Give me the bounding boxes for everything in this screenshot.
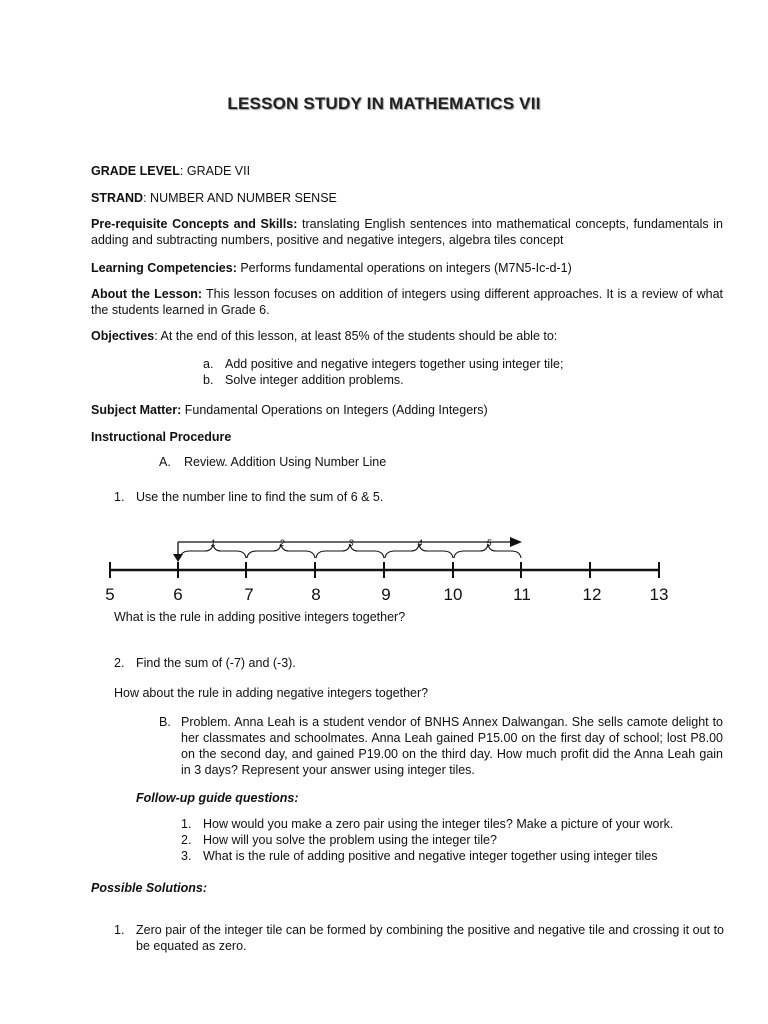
tick-label: 13 — [649, 585, 669, 604]
list-marker: 2. — [181, 833, 192, 847]
page-title: LESSON STUDY IN MATHEMATICS VII — [227, 94, 541, 113]
followup-list — [181, 816, 721, 864]
section-a-marker: A. — [159, 455, 171, 469]
competencies-label: Learning Competencies: — [91, 261, 237, 275]
number-line-figure — [0, 530, 768, 610]
solutions-heading: Possible Solutions: — [91, 881, 207, 895]
list-item — [181, 816, 721, 832]
list-text: How would you make a zero pair using the integer tiles? Make a picture of your work. — [203, 817, 674, 831]
list-marker: a. — [203, 357, 214, 371]
list-text: How will you solve the problem using the integer tile? — [203, 833, 497, 847]
list-marker: 3. — [181, 849, 192, 863]
list-text: What is the rule of adding positive and negative integer together using integer tiles — [203, 849, 658, 863]
question-2-text: Find the sum of (-7) and (-3). — [136, 656, 296, 670]
start-arrow-head — [173, 554, 183, 562]
tick-label: 10 — [443, 585, 463, 604]
procedure-heading: Instructional Procedure — [91, 430, 232, 444]
subject-matter-label: Subject Matter: — [91, 403, 182, 417]
tick-label: 8 — [311, 585, 321, 604]
objectives-list — [203, 356, 723, 388]
list-text: Zero pair of the integer tile can be formed by combining the positive and negative tile and crossing it out to be equated as zero. — [136, 923, 724, 953]
question-1 — [114, 489, 714, 505]
subject-matter-value: Fundamental Operations on Integers (Adding Integers) — [181, 403, 488, 417]
prerequisite — [91, 216, 723, 248]
section-b — [159, 714, 723, 778]
about-lesson — [91, 286, 723, 318]
question-2-rule: How about the rule in adding negative integers together? — [114, 686, 429, 700]
objectives — [91, 328, 723, 344]
jump-label: 5 — [486, 538, 492, 548]
list-marker: 1. — [181, 817, 192, 831]
tick-label: 6 — [173, 585, 183, 604]
grade-level-value: : GRADE VII — [179, 164, 251, 178]
question-1-marker: 1. — [114, 490, 125, 504]
list-text: Solve integer addition problems. — [225, 373, 404, 387]
section-b-text: Problem. Anna Leah is a student vendor of BNHS Annex Dalwangan. She sells camote delight to her classmates and schoolmates. Anna Leah gained P15.00 on the first day of school; lost P8.00 on the second day, and gained P19.00 on the third day. How much profit did the Anna Leah gain in 3 days? Represent your answer using integer tiles. — [181, 715, 723, 777]
strand — [91, 190, 723, 206]
grade-level — [91, 163, 723, 179]
tick-label: 11 — [513, 585, 531, 604]
tick-label: 7 — [244, 585, 254, 604]
section-a — [159, 454, 719, 470]
objectives-label: Objectives — [91, 329, 155, 343]
sum-arrow-head — [510, 537, 522, 547]
solutions-list — [114, 922, 724, 954]
about-value: This lesson focuses on addition of integers using different approaches. It is a review of what the students learned in Grade 6. — [91, 287, 724, 317]
strand-label: STRAND — [91, 191, 144, 205]
objectives-value: : At the end of this lesson, at least 85% of the students should be able to: — [154, 329, 558, 343]
jump-label: 4 — [417, 538, 423, 548]
tick-label: 9 — [381, 585, 391, 604]
subject-matter — [91, 402, 723, 418]
list-item — [181, 832, 721, 848]
question-2 — [114, 655, 714, 671]
prerequisite-value: translating English sentences into mathematical concepts, fundamentals in adding and subtracting numbers, positive and negative integers, algebra tiles concept — [91, 217, 723, 247]
jump-label: 1 — [210, 538, 216, 548]
tick-label: 12 — [582, 585, 602, 604]
list-item — [181, 848, 721, 864]
jump-label: 2 — [279, 538, 285, 548]
question-1-text: Use the number line to find the sum of 6 & 5. — [136, 490, 384, 504]
question-2-marker: 2. — [114, 656, 125, 670]
list-item — [203, 356, 723, 372]
tick-label: 5 — [105, 585, 115, 604]
competencies-value: Performs fundamental operations on integers (M7N5-Ic-d-1) — [236, 261, 572, 275]
grade-level-label: GRADE LEVEL — [91, 164, 180, 178]
list-item — [203, 372, 723, 388]
competencies — [91, 260, 723, 276]
list-item — [114, 922, 724, 954]
list-marker: b. — [203, 373, 214, 387]
jump-label: 3 — [348, 538, 354, 548]
question-1-rule: What is the rule in adding positive integers together? — [114, 610, 406, 624]
strand-value: : NUMBER AND NUMBER SENSE — [143, 191, 337, 205]
followup-heading: Follow-up guide questions: — [136, 791, 299, 805]
list-marker: 1. — [114, 923, 125, 937]
section-a-text: Review. Addition Using Number Line — [184, 455, 387, 469]
prerequisite-label: Pre-requisite Concepts and Skills: — [91, 217, 298, 231]
list-text: Add positive and negative integers together using integer tile; — [225, 357, 564, 371]
about-label: About the Lesson: — [91, 287, 203, 301]
section-b-marker: B. — [159, 715, 171, 729]
